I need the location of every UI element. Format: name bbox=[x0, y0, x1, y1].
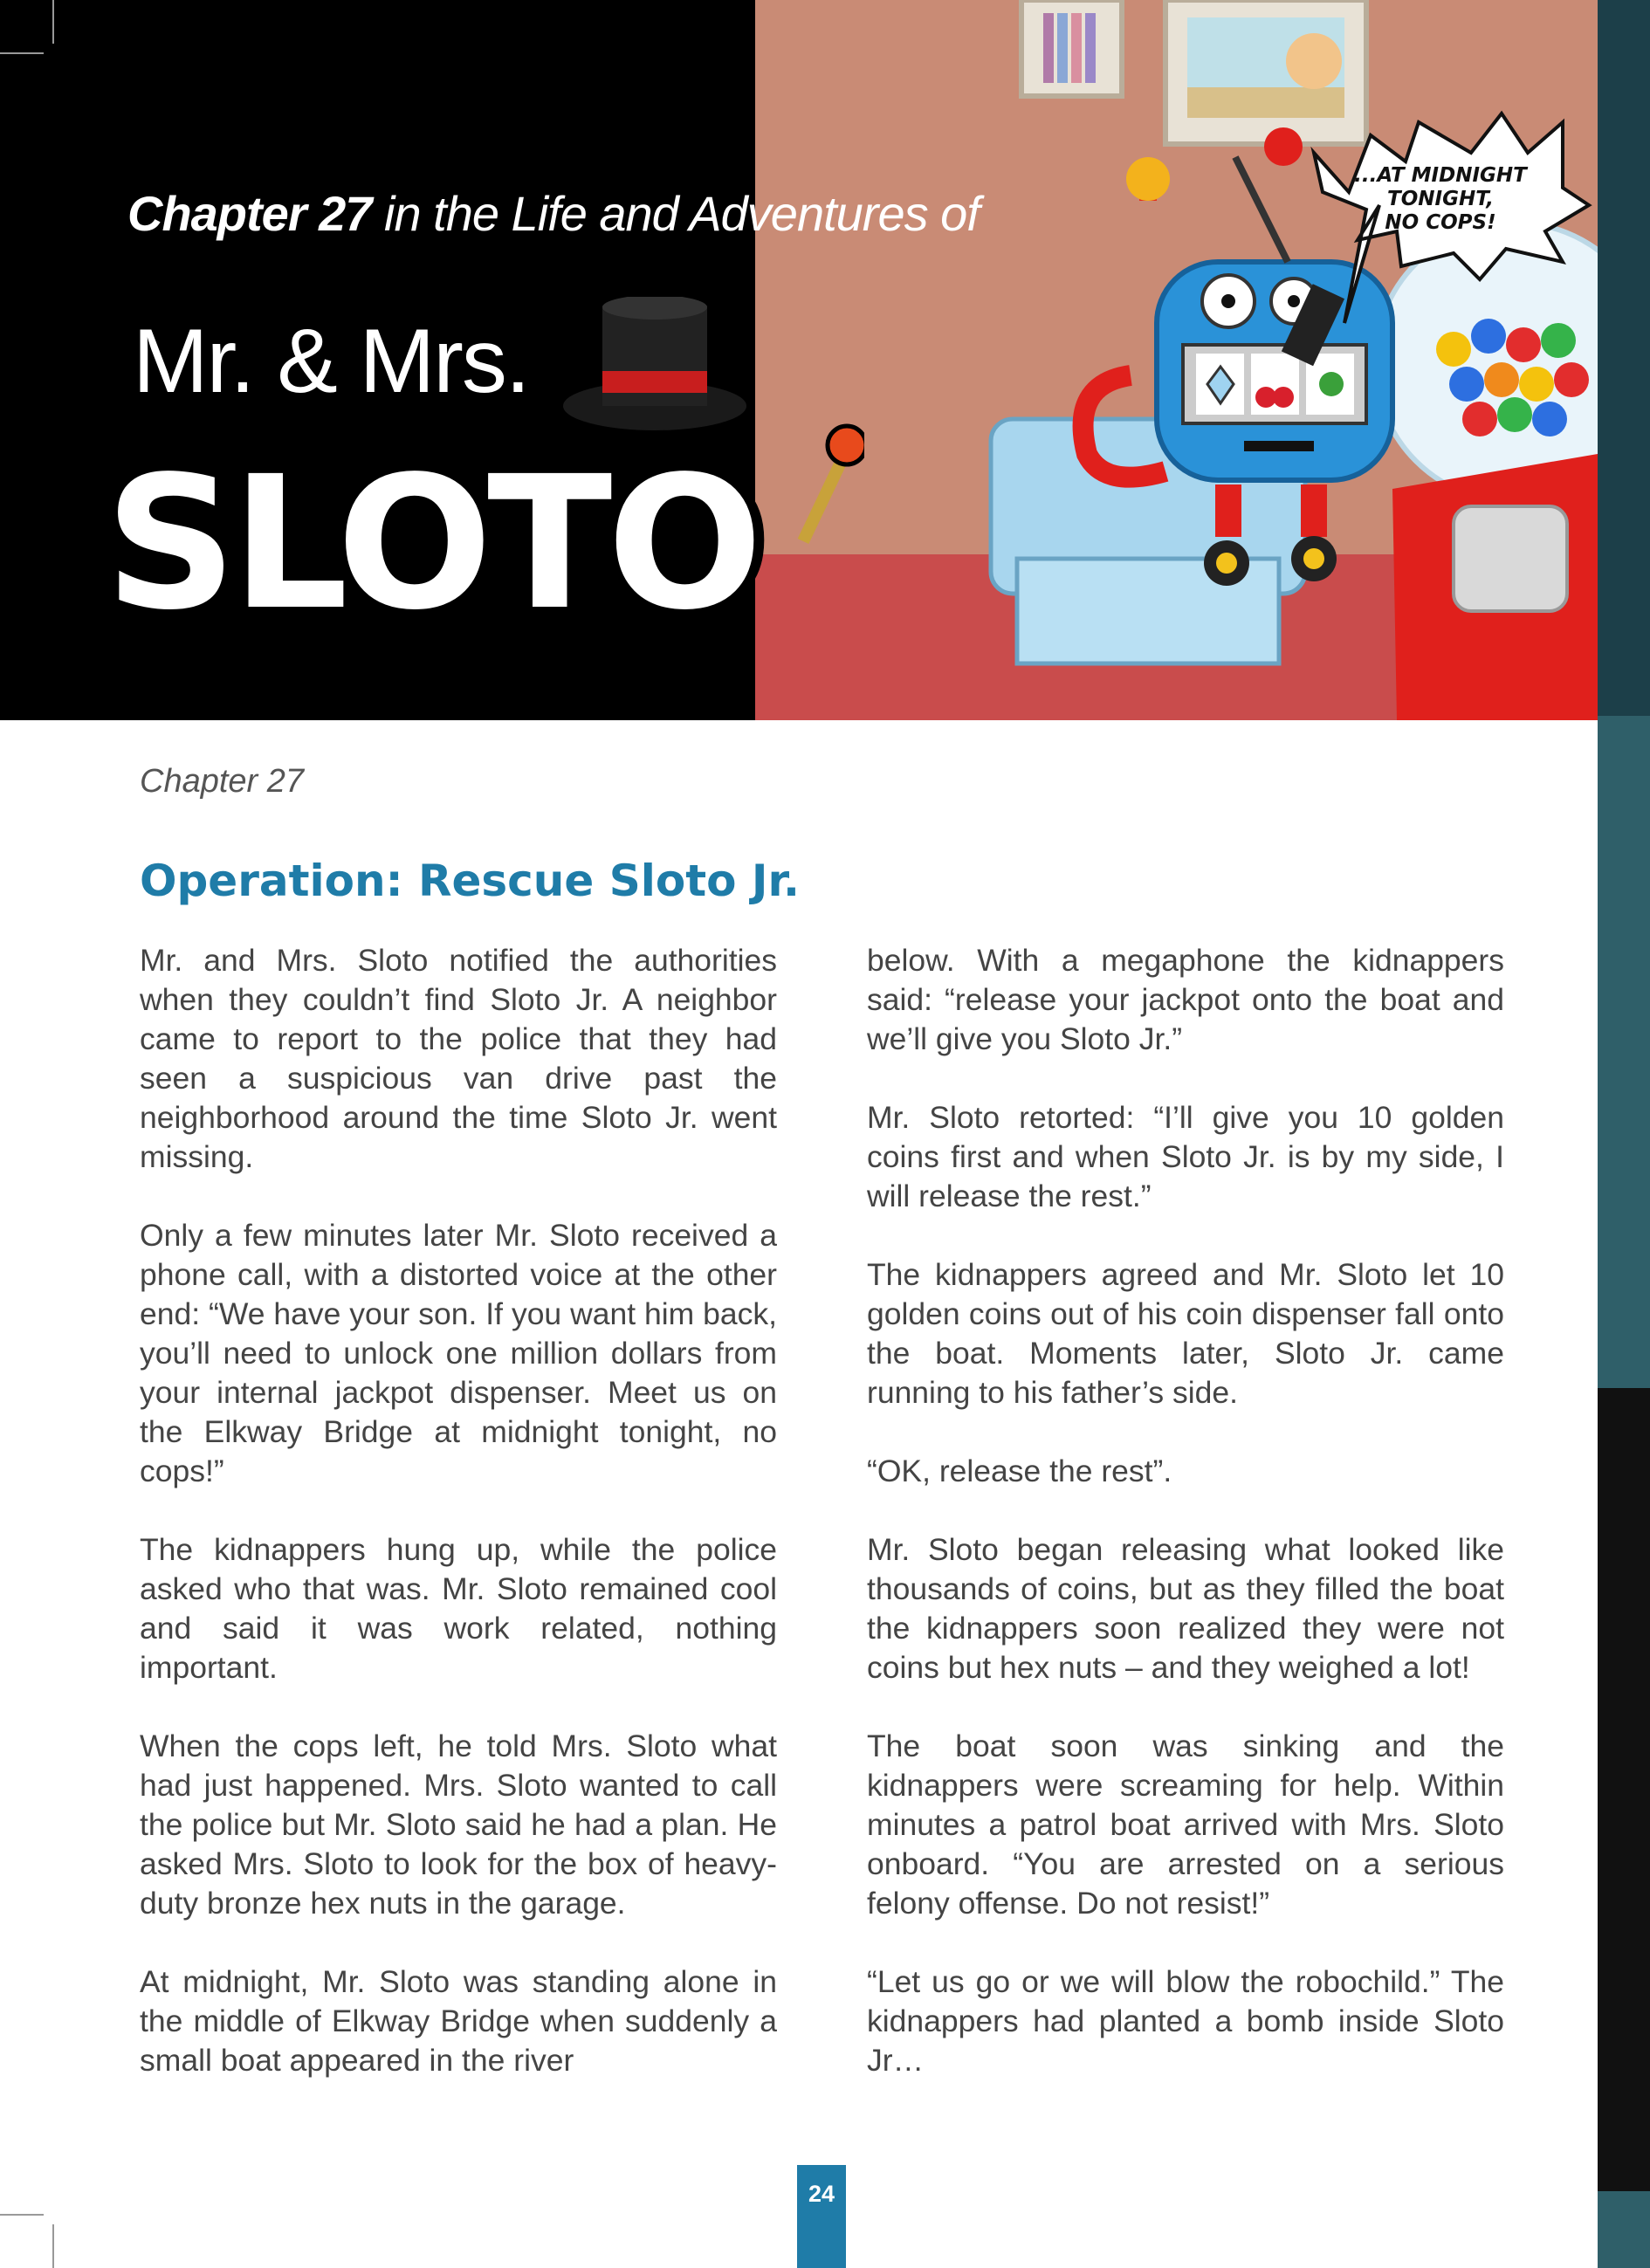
adjacent-page-edge bbox=[1598, 0, 1650, 2268]
speech-text bbox=[1327, 164, 1554, 235]
top-hat-icon bbox=[559, 297, 760, 436]
kicker-rest: in the Life and Adventures of bbox=[371, 186, 980, 241]
crop-mark bbox=[52, 2224, 54, 2268]
hero-banner bbox=[0, 0, 1598, 720]
paragraph: “Let us go or we will blow the robochild.” The kidnappers had planted a bomb inside Sloto Jr… bbox=[867, 1964, 1504, 2078]
crop-mark bbox=[0, 52, 44, 54]
edge-black-panel bbox=[1598, 1388, 1650, 2191]
kicker-bold: Chapter 27 bbox=[127, 186, 372, 241]
hero-kicker bbox=[127, 185, 980, 242]
left-column bbox=[140, 941, 777, 2120]
speech-line: ...AT MIDNIGHT bbox=[1354, 164, 1527, 187]
paragraph: The boat soon was sinking and the kidnappers were screaming for help. Within minutes a patrol boat arrived with Mrs. Sloto onboard. “You are arrested on a serious felony offense. Do not resist!” bbox=[867, 1728, 1504, 1921]
paragraph: “OK, release the rest”. bbox=[867, 1454, 1172, 1488]
paragraph: The kidnappers hung up, while the police asked who that was. Mr. Sloto remained cool and said it was work related, nothing important. bbox=[140, 1532, 777, 1685]
article-title: Operation: Rescue Sloto Jr. bbox=[140, 856, 801, 906]
speech-line: TONIGHT, bbox=[1387, 188, 1494, 210]
edge-top-panel bbox=[1598, 0, 1650, 716]
sloto-logo: SLOTO bbox=[105, 436, 758, 650]
paragraph: When the cops left, he told Mrs. Sloto what had just happened. Mrs. Sloto wanted to call the police but Mr. Sloto said he had a plan. He asked Mrs. Sloto to look for the box of heavy-duty bronze hex nuts in the garage. bbox=[140, 1728, 777, 1921]
hero-title-line: Mr. & Mrs. bbox=[133, 311, 529, 412]
paragraph: Mr. Sloto retorted: “I’ll give you 10 golden coins first and when Sloto Jr. is by my side, I will release the rest.” bbox=[867, 1100, 1504, 1213]
chapter-label: Chapter 27 bbox=[140, 763, 305, 800]
right-column bbox=[867, 941, 1504, 2120]
robot-illustration bbox=[755, 0, 1598, 720]
paragraph: Only a few minutes later Mr. Sloto received a phone call, with a distorted voice at the other end: “We have your son. If you want him back, you’ll need to unlock one million dollars from your internal jackpot dispenser. Meet us on the Elkway Bridge at midnight tonight, no cops!” bbox=[140, 1218, 777, 1488]
crop-mark bbox=[0, 2214, 44, 2216]
page-number: 24 bbox=[797, 2165, 846, 2268]
crop-mark bbox=[52, 0, 54, 44]
speech-line: NO COPS! bbox=[1385, 211, 1496, 234]
paragraph: below. With a megaphone the kidnappers said: “release your jackpot onto the boat and we’ll give you Sloto Jr.” bbox=[867, 943, 1504, 1056]
paragraph: At midnight, Mr. Sloto was standing alone in the middle of Elkway Bridge when suddenly a small boat appeared in the river bbox=[140, 1964, 777, 2078]
paragraph: Mr. Sloto began releasing what looked like thousands of coins, but as they filled the boat the kidnappers soon realized they were not coins but hex nuts – and they weighed a lot! bbox=[867, 1532, 1504, 1685]
paragraph: Mr. and Mrs. Sloto notified the authorities when they couldn’t find Sloto Jr. A neighbor came to report to the police that they had seen a suspicious van drive past the neighborhood around the time Sloto Jr. went missing. bbox=[140, 943, 777, 1174]
slot-lever-icon bbox=[786, 419, 864, 550]
paragraph: The kidnappers agreed and Mr. Sloto let 10 golden coins out of his coin dispenser fall onto the boat. Moments later, Sloto Jr. came running to his father’s side. bbox=[867, 1257, 1504, 1410]
hero-room-scene bbox=[755, 0, 1598, 720]
